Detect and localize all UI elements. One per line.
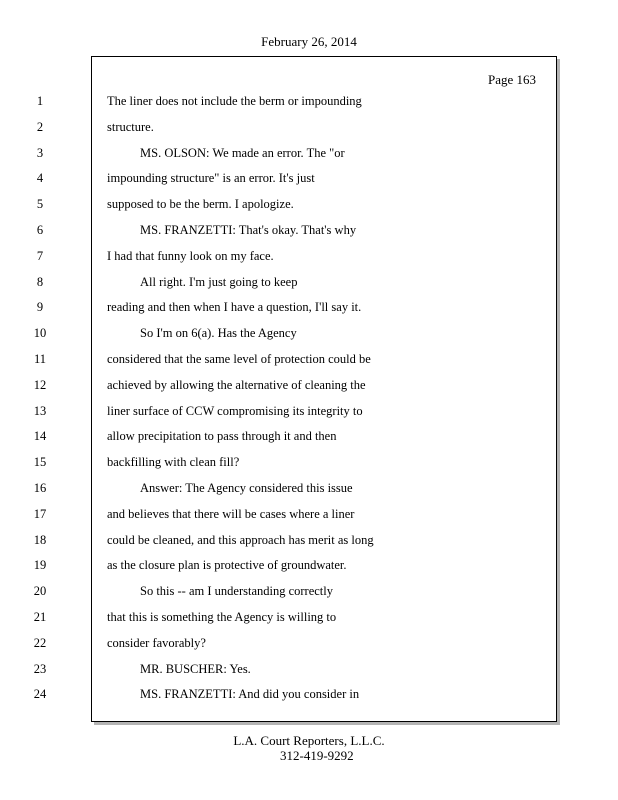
transcript-line: Answer: The Agency considered this issue — [140, 481, 353, 495]
line-number: 7 — [36, 249, 44, 263]
line-number: 21 — [33, 610, 47, 624]
transcript-line: MS. FRANZETTI: And did you consider in — [140, 687, 360, 701]
transcript-line: achieved by allowing the alternative of cleaning the — [107, 378, 366, 392]
transcript-line: All right. I'm just going to keep — [140, 275, 298, 289]
line-number: 8 — [36, 275, 44, 289]
header-date: February 26, 2014 — [261, 34, 357, 49]
line-number: 18 — [33, 533, 47, 547]
line-number: 2 — [36, 120, 44, 134]
line-number: 10 — [33, 326, 47, 340]
line-number: 5 — [36, 197, 44, 211]
transcript-line: liner surface of CCW compromising its integrity to — [107, 404, 363, 418]
line-number: 19 — [33, 558, 47, 572]
line-number: 16 — [33, 481, 47, 495]
footer-company: L.A. Court Reporters, L.L.C. — [233, 733, 385, 748]
line-number: 20 — [33, 584, 47, 598]
transcript-line: could be cleaned, and this approach has merit as long — [107, 533, 374, 547]
line-number: 24 — [33, 687, 47, 701]
transcript-line: MR. BUSCHER: Yes. — [140, 662, 251, 676]
transcript-line: structure. — [107, 120, 154, 134]
transcript-line: MS. OLSON: We made an error. The "or — [140, 146, 345, 160]
transcript-line: backfilling with clean fill? — [107, 455, 240, 469]
line-number: 9 — [36, 300, 44, 314]
transcript-line: consider favorably? — [107, 636, 206, 650]
page-number: Page 163 — [487, 72, 536, 87]
transcript-line: impounding structure" is an error. It's just — [107, 171, 315, 185]
transcript-line: that this is something the Agency is willing to — [107, 610, 337, 624]
line-number: 4 — [36, 171, 44, 185]
transcript-line: considered that the same level of protection could be — [107, 352, 371, 366]
transcript-line: and believes that there will be cases where a liner — [107, 507, 355, 521]
line-number: 3 — [36, 146, 44, 160]
line-number: 6 — [36, 223, 44, 237]
transcript-line: So I'm on 6(a). Has the Agency — [140, 326, 297, 340]
transcript-line: allow precipitation to pass through it and then — [107, 429, 337, 443]
line-number: 22 — [33, 636, 47, 650]
line-number: 14 — [33, 429, 47, 443]
transcript-line: I had that funny look on my face. — [107, 249, 274, 263]
transcript-line: reading and then when I have a question, I'll say it. — [107, 300, 362, 314]
line-number: 11 — [33, 352, 47, 366]
transcript-line: The liner does not include the berm or impounding — [107, 94, 362, 108]
transcript-line: as the closure plan is protective of groundwater. — [107, 558, 347, 572]
line-number: 17 — [33, 507, 47, 521]
line-number: 12 — [33, 378, 47, 392]
transcript-line: So this -- am I understanding correctly — [140, 584, 334, 598]
line-number: 23 — [33, 662, 47, 676]
line-number: 1 — [36, 94, 44, 108]
transcript-line: MS. FRANZETTI: That's okay. That's why — [140, 223, 357, 237]
line-number: 15 — [33, 455, 47, 469]
transcript-line: supposed to be the berm. I apologize. — [107, 197, 294, 211]
footer-phone: 312-419-9292 — [280, 748, 354, 763]
line-number: 13 — [33, 404, 47, 418]
